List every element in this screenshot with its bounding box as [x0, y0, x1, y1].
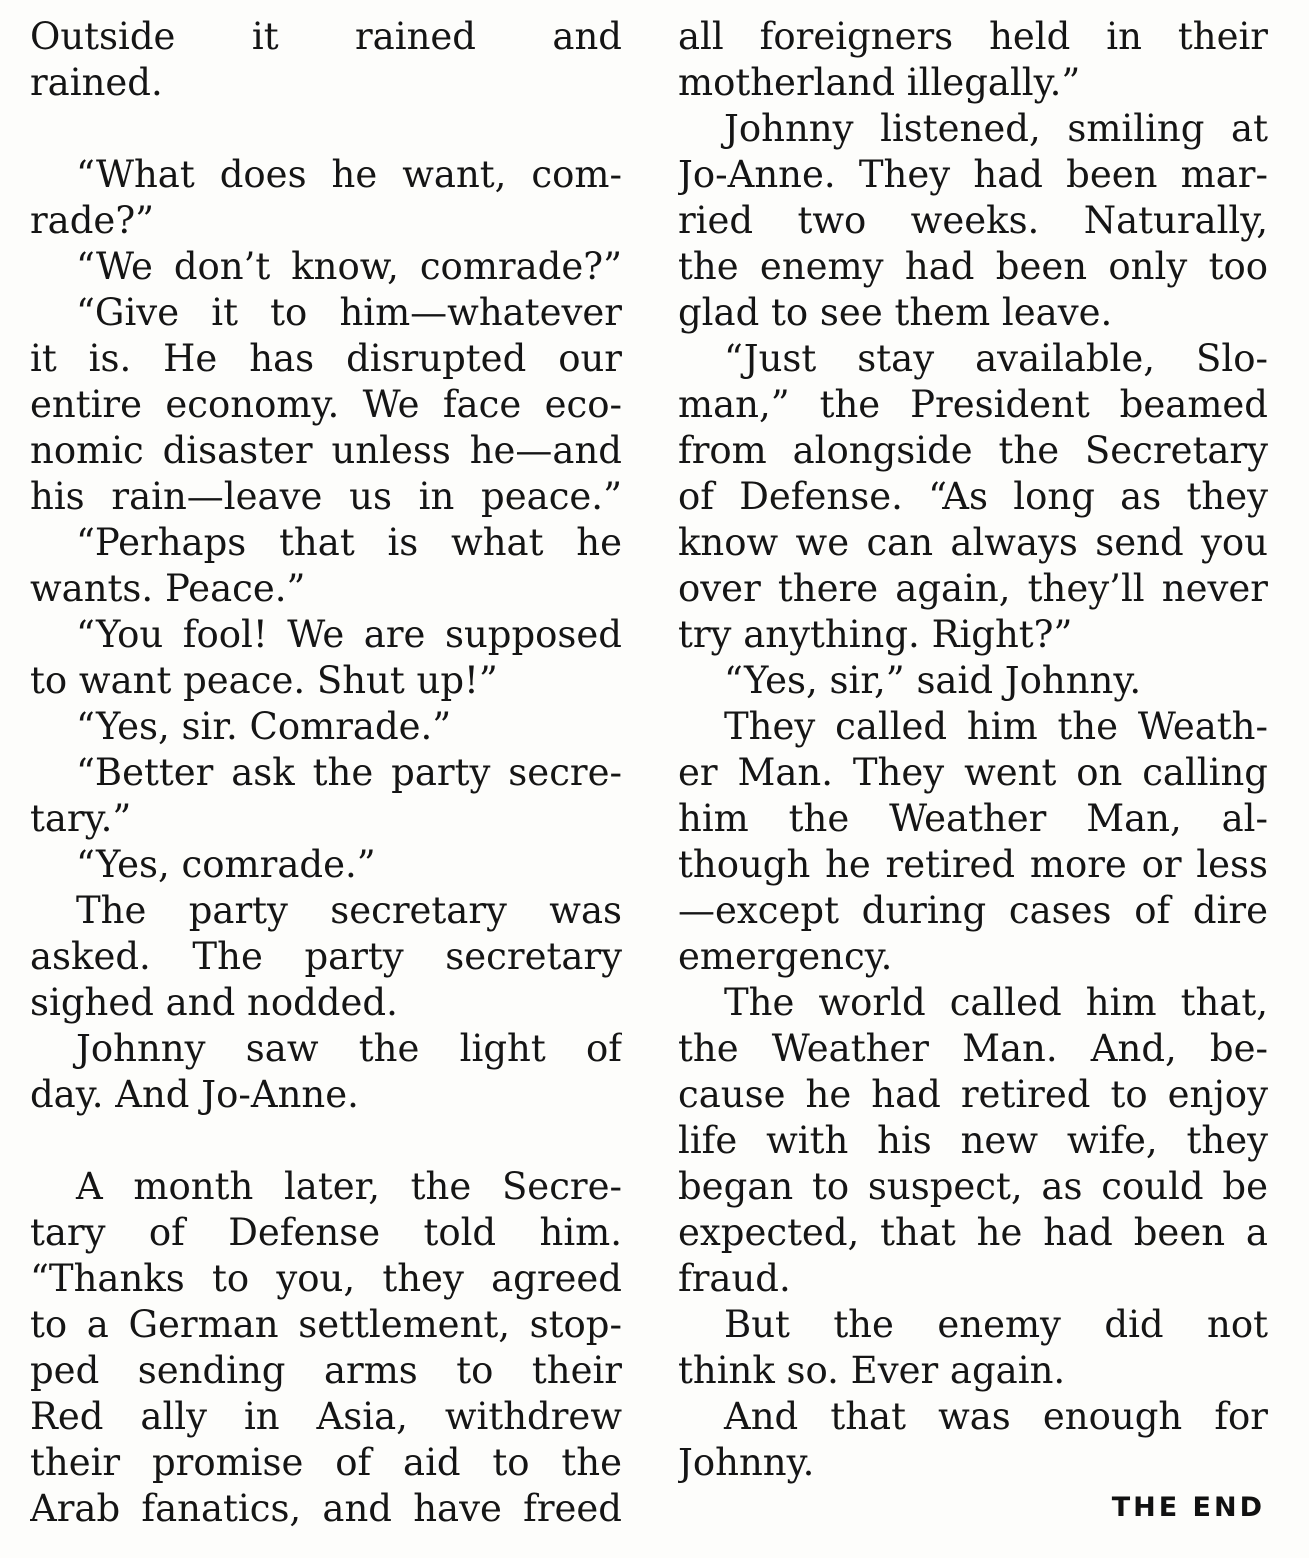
text-line: “Yes, sir,” said Johnny.	[724, 659, 1142, 702]
text-line: though he retired more or less	[678, 843, 1268, 886]
text-line: began to suspect, as could be	[678, 1165, 1268, 1208]
paragraph-gap	[30, 1118, 622, 1164]
the-end-label: THE END	[1111, 1492, 1265, 1523]
text-line: er Man. They went on calling	[678, 751, 1268, 794]
text-line: Arab fanatics, and have freed	[30, 1487, 622, 1530]
text-line: motherland illegally.”	[678, 61, 1081, 104]
text-line: all foreigners held in their	[678, 15, 1268, 58]
text-line: man,” the President beamed	[678, 383, 1268, 426]
text-line: ried two weeks. Naturally,	[678, 199, 1268, 242]
text-line: their promise of aid to the	[30, 1441, 622, 1484]
text-line: tary of Defense told him.	[30, 1211, 622, 1254]
text-line: ped sending arms to their	[30, 1349, 622, 1392]
text-line: But the enemy did not	[724, 1303, 1268, 1346]
text-line: “We don’t know, comrade?”	[76, 245, 622, 288]
text-line: know we can always send you	[678, 521, 1268, 564]
text-line: it is. He has disrupted our	[30, 337, 622, 380]
text-line: rade?”	[30, 199, 155, 242]
text-line: Johnny saw the light of	[76, 1027, 622, 1070]
text-line: And that was enough for	[724, 1395, 1268, 1438]
text-line: him the Weather Man, al-	[678, 797, 1268, 840]
text-line: Outside it rained and	[30, 15, 622, 58]
text-line: “Yes, comrade.”	[76, 843, 376, 886]
text-line: sighed and nodded.	[30, 981, 398, 1024]
text-line: day. And Jo-Anne.	[30, 1073, 359, 1116]
text-line: A month later, the Secre-	[76, 1165, 622, 1208]
text-line: “Perhaps that is what he	[76, 521, 622, 564]
text-line: rained.	[30, 61, 163, 104]
text-line: expected, that he had been a	[678, 1211, 1268, 1254]
text-line: to want peace. Shut up!”	[30, 659, 498, 702]
text-line: The party secretary was	[76, 889, 622, 932]
left-text-column	[30, 14, 622, 1532]
text-line: life with his new wife, they	[678, 1119, 1268, 1162]
text-line: nomic disaster unless he—and	[30, 429, 622, 472]
text-line: —except during cases of dire	[678, 889, 1268, 932]
text-line: “Better ask the party secre-	[76, 751, 622, 794]
text-line: think so. Ever again.	[678, 1349, 1066, 1392]
text-line: wants. Peace.”	[30, 567, 306, 610]
right-text-column	[678, 14, 1268, 1486]
text-line: “Give it to him—whatever	[76, 291, 622, 334]
text-line: “Just stay available, Slo-	[724, 337, 1268, 380]
text-line: his rain—leave us in peace.”	[30, 475, 622, 518]
text-line: the Weather Man. And, be-	[678, 1027, 1268, 1070]
text-line: entire economy. We face eco-	[30, 383, 622, 426]
text-line: the enemy had been only too	[678, 245, 1268, 288]
text-line: fraud.	[678, 1257, 791, 1300]
text-line: “You fool! We are supposed	[76, 613, 622, 656]
text-line: emergency.	[678, 935, 893, 978]
text-line: Jo-Anne. They had been mar-	[678, 153, 1268, 196]
text-line: Johnny.	[678, 1441, 815, 1484]
text-line: “Thanks to you, they agreed	[30, 1257, 622, 1300]
text-line: cause he had retired to enjoy	[678, 1073, 1268, 1116]
text-line: asked. The party secretary	[30, 935, 622, 978]
text-line: glad to see them leave.	[678, 291, 1113, 334]
text-line: Red ally in Asia, withdrew	[30, 1395, 622, 1438]
text-line: tary.”	[30, 797, 132, 840]
paragraph-gap	[30, 106, 622, 152]
text-line: “What does he want, com-	[76, 153, 622, 196]
text-line: to a German settlement, stop-	[30, 1303, 622, 1346]
text-line: over there again, they’ll never	[678, 567, 1268, 610]
text-line: from alongside the Secretary	[678, 429, 1268, 472]
text-line: of Defense. “As long as they	[678, 475, 1268, 518]
text-line: They called him the Weath-	[724, 705, 1268, 748]
text-line: try anything. Right?”	[678, 613, 1073, 656]
text-line: Johnny listened, smiling at	[724, 107, 1268, 150]
text-line: The world called him that,	[724, 981, 1268, 1024]
text-line: “Yes, sir. Comrade.”	[76, 705, 452, 748]
